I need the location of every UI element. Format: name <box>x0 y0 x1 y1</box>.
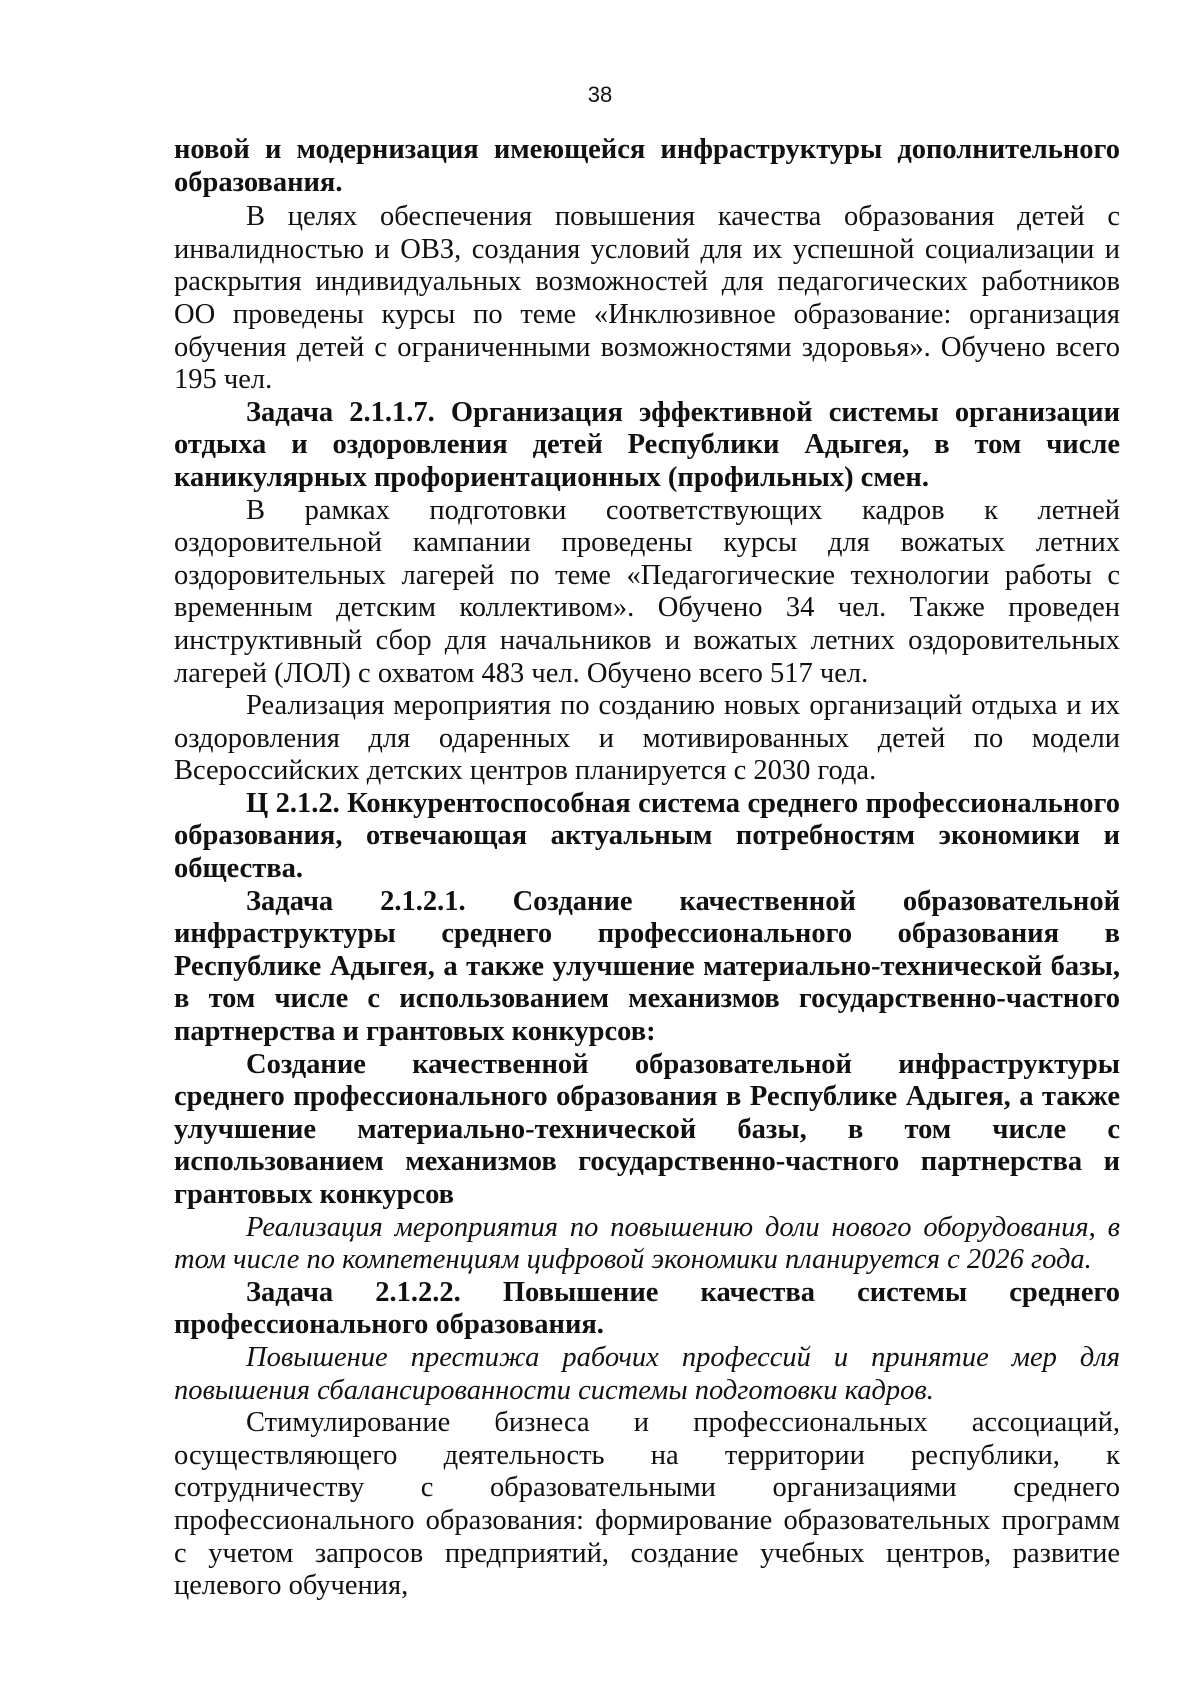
document-body <box>174 134 1120 1603</box>
paragraph-new-organizations: Реализация мероприятия по созданию новых организаций отдыха и их оздоровления для одаренных и мотивированных детей по модели Всероссийских детских центров планируется с 2030 года. <box>174 690 1120 787</box>
paragraph-inclusive-education: В целях обеспечения повышения качества образования детей с инвалидностью и ОВЗ, создания условий для их успешной социализации и раскрытия индивидуальных возможностей для педагогических работников ОО проведены курсы по теме «Инклюзивное образование: организация обучения детей с ограниченными возможностями здоровья». Обучено всего 195 чел. <box>174 201 1120 396</box>
paragraph-heading-continuation: новой и модернизация имеющейся инфраструктуры дополнительного образования. <box>174 134 1120 198</box>
paragraph-camp-training: В рамках подготовки соответствующих кадров к летней оздоровительной кампании проведены курсы для вожатых летних оздоровительных лагерей по теме «Педагогические технологии работы с временным детским коллективом». Обучено 34 чел. Также проведен инструктивный сбор для начальников и вожатых летних оздоровительных лагерей (ЛОЛ) с охватом 483 чел. Обучено всего 517 чел. <box>174 494 1120 689</box>
paragraph-equipment-note: Реализация мероприятия по повышению доли нового оборудования, в том числе по компетенциям цифровой экономики планируется с 2026 года. <box>174 1211 1120 1276</box>
page-number: 38 <box>587 82 613 107</box>
task-2-1-2-2-heading: Задача 2.1.2.2. Повышение качества системы среднего профессионального образования. <box>174 1276 1120 1341</box>
task-2-1-1-7-heading: Задача 2.1.1.7. Организация эффективной системы организации отдыха и оздоровления детей Республики Адыгея, в том числе каникулярных профориентационных (профильных) смен. <box>174 396 1120 493</box>
measure-infrastructure-heading: Создание качественной образовательной инфраструктуры среднего профессионального образования в Республике Адыгея, а также улучшение материально-технической базы, в том числе с использованием механизмов государственно-частного партнерства и грантовых конкурсов <box>174 1048 1120 1210</box>
task-2-1-2-1-heading: Задача 2.1.2.1. Создание качественной образовательной инфраструктуры среднего профессионального образования в Республике Адыгея, а также улучшение материально-технической базы, в том числе с использованием механизмов государственно-частного партнерства и грантовых конкурсов: <box>174 885 1120 1048</box>
paragraph-prestige-note: Повышение престижа рабочих профессий и принятие мер для повышения сбалансированности системы подготовки кадров. <box>174 1341 1120 1406</box>
goal-2-1-2-heading: Ц 2.1.2. Конкурентоспособная система среднего профессионального образования, отвечающая актуальным потребностям экономики и общества. <box>174 787 1120 885</box>
paragraph-business-cooperation: Стимулирование бизнеса и профессиональных ассоциаций, осуществляющего деятельность на территории республики, к сотрудничеству с образовательными организациями среднего профессионального образования: формирование образовательных программ с учетом запросов предприятий, создание учебных центров, развитие целевого обучения, <box>174 1407 1120 1602</box>
